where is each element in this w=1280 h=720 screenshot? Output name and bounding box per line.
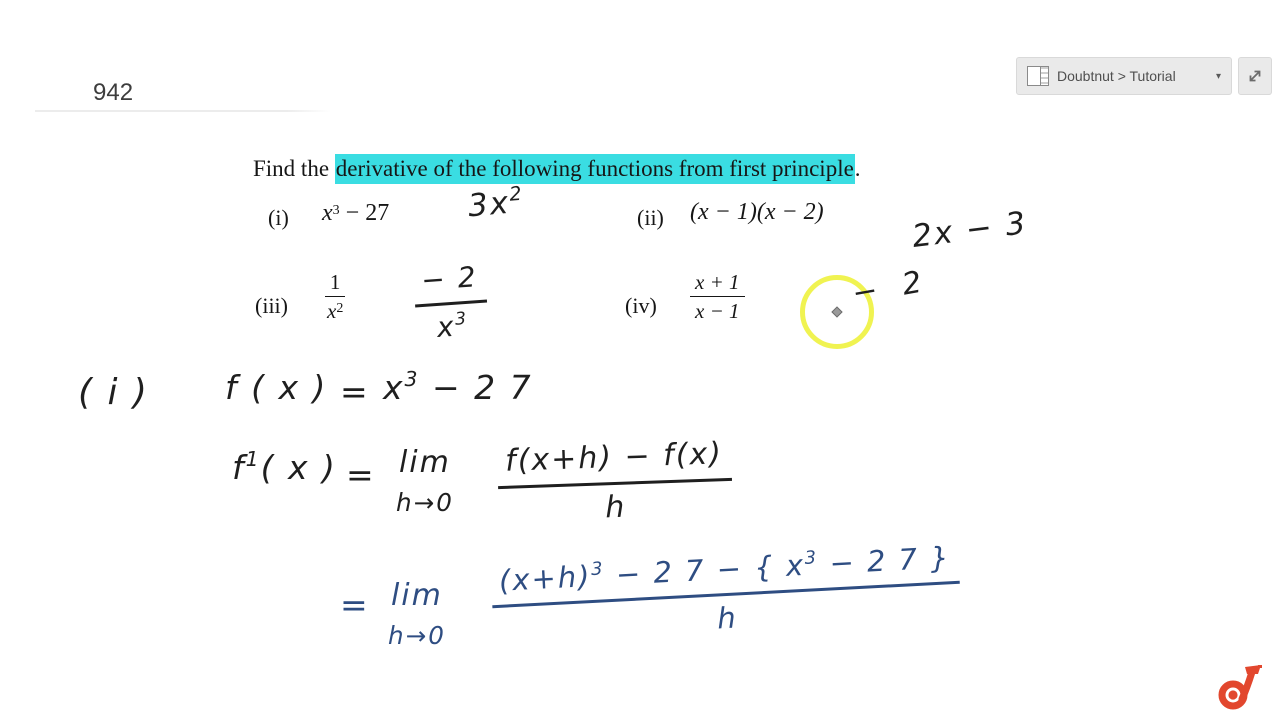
numerator-exponent-a: 3 xyxy=(590,558,605,580)
work-line2-numerator: f(x+h) − f(x) xyxy=(497,436,732,489)
item-iii-label: (iii) xyxy=(255,293,288,318)
work-line2-denominator: h xyxy=(604,489,627,526)
title-highlight: derivative of the following functions from first principle xyxy=(335,154,855,184)
work-fprime xyxy=(232,448,337,487)
work-fprime-args: ( x ) xyxy=(260,448,337,487)
work-line2-limit xyxy=(396,445,454,517)
work-line2-fraction xyxy=(497,436,734,529)
numerator-binomial: (x+h) xyxy=(498,559,593,598)
answer-iii-numerator: − 2 xyxy=(412,260,487,308)
work-line1-base: x xyxy=(383,368,405,407)
answer-i-base: 3x xyxy=(466,184,512,225)
item-i-expression xyxy=(322,200,389,227)
item-iv-fraction xyxy=(690,270,745,323)
question-title xyxy=(253,156,861,182)
numerator-end: − 2 7 } xyxy=(817,540,952,582)
cursor-dot xyxy=(831,306,842,317)
breadcrumb-dropdown-button[interactable] xyxy=(1016,57,1232,95)
handwritten-answer-iii xyxy=(412,260,490,346)
work-line1-expression xyxy=(383,368,533,407)
item-iii-fraction xyxy=(322,270,348,323)
work-fprime-f: f xyxy=(232,448,246,487)
item-iii-numerator: 1 xyxy=(325,270,346,297)
handwritten-answer-i xyxy=(466,181,526,225)
page-number: 942 xyxy=(93,79,134,106)
expand-button[interactable] xyxy=(1238,57,1272,95)
item-iv-numerator: x + 1 xyxy=(690,270,745,297)
answer-i-exponent: 2 xyxy=(508,181,525,206)
work-line3-equals: = xyxy=(340,585,370,624)
limit-subscript-blue: h→0 xyxy=(388,621,446,650)
divider-line xyxy=(35,110,331,112)
limit-word: lim xyxy=(398,445,451,480)
work-index-i: ( i ) xyxy=(78,372,149,413)
numerator-exponent-b: 3 xyxy=(804,547,819,569)
answer-iii-den-base: x xyxy=(435,309,457,345)
item-i-base: x xyxy=(322,200,333,226)
work-line3-fraction xyxy=(490,540,962,647)
title-prefix: Find the xyxy=(253,156,335,181)
breadcrumb-label: Doubtnut > Tutorial xyxy=(1057,68,1176,84)
item-ii-label: (ii) xyxy=(637,205,664,230)
item-i-rest: − 27 xyxy=(339,200,390,226)
columns-layout-icon xyxy=(1027,66,1049,86)
limit-subscript: h→0 xyxy=(396,488,454,517)
item-i-exponent: 3 xyxy=(332,203,340,218)
work-line2-equals: = xyxy=(346,455,376,494)
doubtnut-logo xyxy=(1214,658,1264,714)
work-line1-equals: = xyxy=(340,372,370,411)
item-ii-expression: (x − 1)(x − 2) xyxy=(690,199,824,225)
item-i-label: (i) xyxy=(268,205,289,230)
work-fprime-prime: 1 xyxy=(245,447,261,472)
work-line1-exponent: 3 xyxy=(404,367,420,392)
work-fx: f ( x ) xyxy=(225,368,328,407)
expand-icon xyxy=(1246,67,1264,85)
top-toolbar xyxy=(1016,57,1272,95)
title-suffix: . xyxy=(854,156,861,181)
item-iii-den-base: x xyxy=(327,299,337,324)
work-line1-rest: − 2 7 xyxy=(419,368,533,407)
numerator-middle: − 2 7 − { x xyxy=(603,547,806,593)
answer-iii-den-exponent: 3 xyxy=(454,309,469,330)
item-iv-label: (iv) xyxy=(625,293,657,318)
item-iv-denominator: x − 1 xyxy=(695,299,740,324)
work-line3-limit xyxy=(388,578,446,650)
handwritten-answer-iv: − 2 xyxy=(849,263,933,312)
handwritten-answer-ii: 2x − 3 xyxy=(910,205,1030,255)
item-iii-den-exponent: 2 xyxy=(336,301,344,317)
chevron-down-icon: ▾ xyxy=(1215,70,1221,82)
work-line3-denominator: h xyxy=(716,600,739,636)
limit-word-blue: lim xyxy=(390,578,443,613)
